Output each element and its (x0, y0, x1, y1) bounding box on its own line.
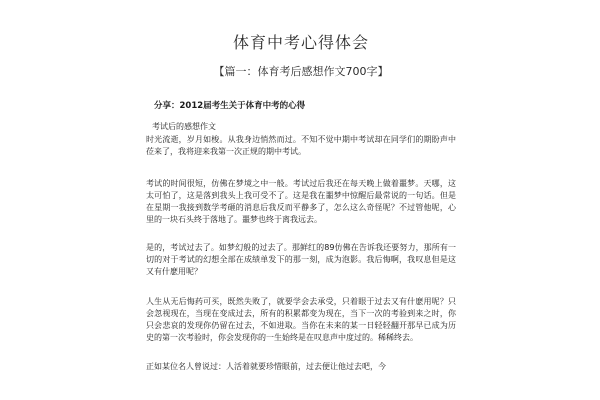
paragraph-5: 正如某位名人曾说过：人活着就要珍惜眼前，过去便让他过去吧，今 (146, 362, 386, 371)
document-page (146, 22, 456, 373)
share-line: 分享：2012届考生关于体育中考的心得 (154, 101, 306, 111)
paragraph-3: 是的，考试过去了。如梦幻般的过去了。那鲜红的89仿佛在告诉我还要努力，那所有一切的对于考试的幻想全部在成绩单发下的那一刻，成为泡影。我后悔啊，我叹息但是这又有什麽用呢？ (146, 243, 456, 276)
paragraph-2: 考试的时间很短，仿佛在梦境之中一般。考试过后我还在每天晚上做着噩梦。天哪，这太可怕了，这是落到我头上我可受不了。这是我在噩梦中惊醒后最常说的一句话。但是在星期一我接到数学考砸的消息后我反而平静多了，怎么这么奇怪呢？不过管他呢，心里的一块石头终于落地了。噩梦也终于离我远去。 (146, 179, 456, 224)
document-title: 体育中考心得体会 (232, 33, 369, 52)
paragraph-1: 时光流逝，岁月如梭。从我身边悄然而过。不知不觉中期中考试却在同学们的期盼声中莅来了，我将迎来我第一次正规的期中考试。 (146, 135, 456, 156)
section-label: 考试后的感想作文 (152, 122, 216, 131)
document-subtitle: 【篇一：体育考后感想作文700字】 (213, 65, 389, 78)
paragraph-4: 人生从无后悔药可买，既然失败了，就要学会去承受，只着眼于过去又有什麽用呢？只会忽视现在，当现在变成过去，所有的积累都变为现在，当下一次的考验到来之时，你只会悲哀的发现你仍留在过去，不如进取。当你在未来的某一日轻轻翻开那早已成为历史的第一次考验时，你会发现你的一生始终是在叹息声中度过的。稀稀终去。 (146, 297, 456, 342)
